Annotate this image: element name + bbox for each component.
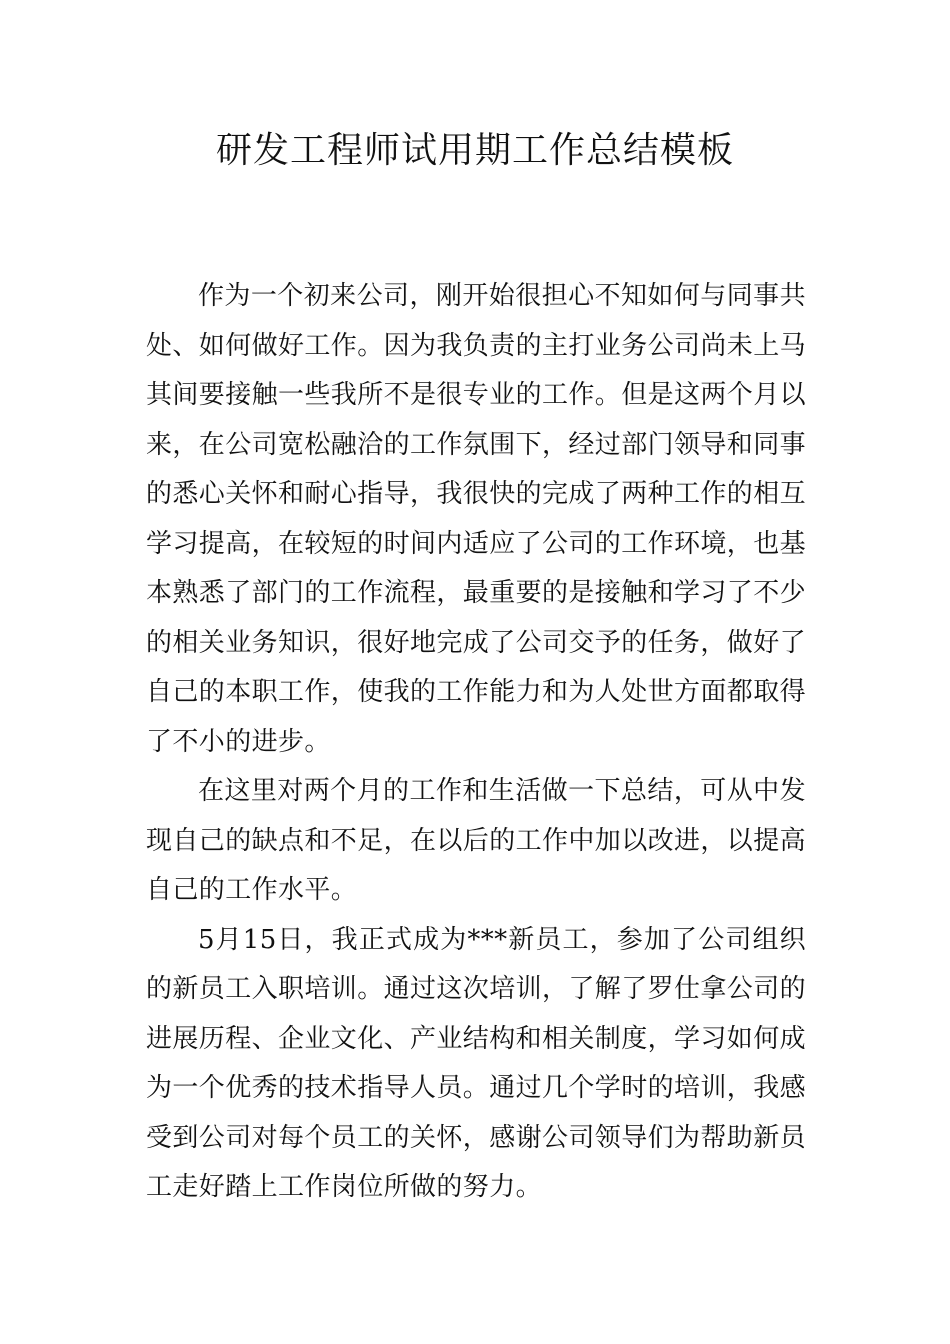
- document-title: 研发工程师试用期工作总结模板: [215, 130, 734, 171]
- paragraph-3: 5月15日，我正式成为***新员工，参加了公司组织的新员工入职培训。通过这次培训，了解了罗仕拿公司的进展历程、企业文化、产业结构和相关制度，学习如何成为一个优秀的技术指导人员。通过几个学时的培训，我感受到公司对每个员工的关怀，感谢公司领导们为帮助新员工走好踏上工作岗位所做的努力。: [146, 924, 807, 1202]
- paragraph-2: 在这里对两个月的工作和生活做一下总结，可从中发现自己的缺点和不足，在以后的工作中加以改进，以提高自己的工作水平。: [146, 776, 807, 905]
- paragraph-1: 作为一个初来公司，刚开始很担心不知如何与同事共处、如何做好工作。因为我负责的主打业务公司尚未上马其间要接触一些我所不是很专业的工作。但是这两个月以来，在公司宽松融洽的工作氛围下，经过部门领导和同事的悉心关怀和耐心指导，我很快的完成了两种工作的相互学习提高，在较短的时间内适应了公司的工作环境，也基本熟悉了部门的工作流程，最重要的是接触和学习了不少的相关业务知识，很好地完成了公司交予的任务，做好了自己的本职工作，使我的工作能力和为人处世方面都取得了不小的进步。: [146, 281, 807, 757]
- document-body: [146, 272, 806, 1213]
